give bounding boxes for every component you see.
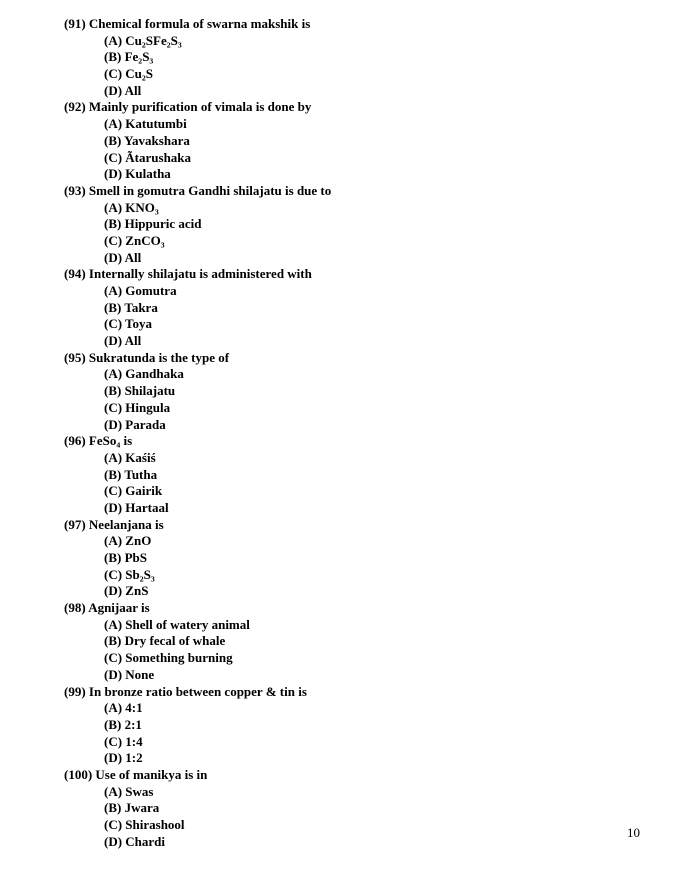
answer-option: (A) Gandhaka <box>104 366 184 382</box>
answer-option: (A) Swas <box>104 783 154 799</box>
answer-option: (A) Cu₂SFe₂S₃ <box>104 32 182 48</box>
answer-option: (D) All <box>104 333 142 349</box>
answer-option: (A) Gomutra <box>104 283 177 298</box>
answer-option: (D) All <box>104 249 142 265</box>
page-number: 10 <box>627 825 640 840</box>
question-block <box>64 684 624 767</box>
answer-option: (A) Kaśiś <box>104 449 156 465</box>
answer-option: (D) Parada <box>104 416 166 432</box>
answer-option: (B) 2:1 <box>104 716 142 732</box>
answer-option: (A) Shell of watery animal <box>104 616 250 632</box>
answer-option: (C) Sb₂S₃ <box>104 566 155 582</box>
answer-option: (C) Cu₂S <box>104 66 154 82</box>
question-text: (91) Chemical formula of swarna makshik is <box>64 16 311 31</box>
answer-option: (B) Hippuric acid <box>104 216 202 232</box>
question-block <box>64 350 624 433</box>
question-text: (94) Internally shilajatu is administered with <box>64 266 312 282</box>
answer-option: (C) Gairik <box>104 483 163 499</box>
question-text: (97) Neelanjana is <box>64 516 164 532</box>
question-text: (98) Agnijaar is <box>64 600 150 616</box>
question-block <box>64 99 624 182</box>
answer-option: (D) 1:2 <box>104 750 143 766</box>
question-block <box>64 767 624 850</box>
answer-option: (D) Kulatha <box>104 166 171 182</box>
answer-option: (C) Toya <box>104 316 153 332</box>
question-text: (92) Mainly purification of vimala is done by <box>64 99 312 115</box>
answer-option: (C) Hingula <box>104 399 171 415</box>
question-text: (93) Smell in gomutra Gandhi shilajatu is due to <box>64 182 332 198</box>
answer-option: (C) 1:4 <box>104 733 143 749</box>
question-list <box>64 16 624 850</box>
question-block <box>64 16 624 99</box>
answer-option: (B) Shilajatu <box>104 383 176 399</box>
answer-option: (C) Shirashool <box>104 817 185 832</box>
answer-option: (C) Something burning <box>104 650 233 666</box>
answer-option: (D) All <box>104 82 142 98</box>
answer-option: (D) Hartaal <box>104 499 169 515</box>
question-text: (100) Use of manikya is in <box>64 766 208 782</box>
answer-option: (B) Tutha <box>104 466 158 482</box>
question-text: (95) Sukratunda is the type of <box>64 349 230 365</box>
answer-option: (D) ZnS <box>104 583 149 599</box>
question-block <box>64 266 624 349</box>
answer-option: (A) Katutumbi <box>104 116 187 132</box>
question-block <box>64 600 624 683</box>
answer-option: (B) Jwara <box>104 800 160 816</box>
question-block <box>64 183 624 266</box>
question-text: (99) In bronze ratio between copper & tin is <box>64 683 307 699</box>
question-block <box>64 517 624 600</box>
question-text: (96) FeSo₄ is <box>64 433 133 449</box>
answer-option: (D) None <box>104 666 155 682</box>
answer-option: (C) ZnCO₃ <box>104 232 165 248</box>
answer-option: (B) Fe₂S₃ <box>104 49 154 65</box>
answer-option: (A) 4:1 <box>104 700 143 716</box>
answer-option: (A) ZnO <box>104 533 152 549</box>
answer-option: (B) Dry fecal of whale <box>104 633 226 649</box>
answer-option: (D) Chardi <box>104 833 166 849</box>
answer-option: (B) PbS <box>104 550 147 565</box>
answer-option: (B) Yavakshara <box>104 132 190 148</box>
answer-option: (B) Takra <box>104 299 158 315</box>
answer-option: (A) KNO₃ <box>104 199 159 215</box>
question-block <box>64 433 624 516</box>
answer-option: (C) Ãtarushaka <box>104 149 192 165</box>
